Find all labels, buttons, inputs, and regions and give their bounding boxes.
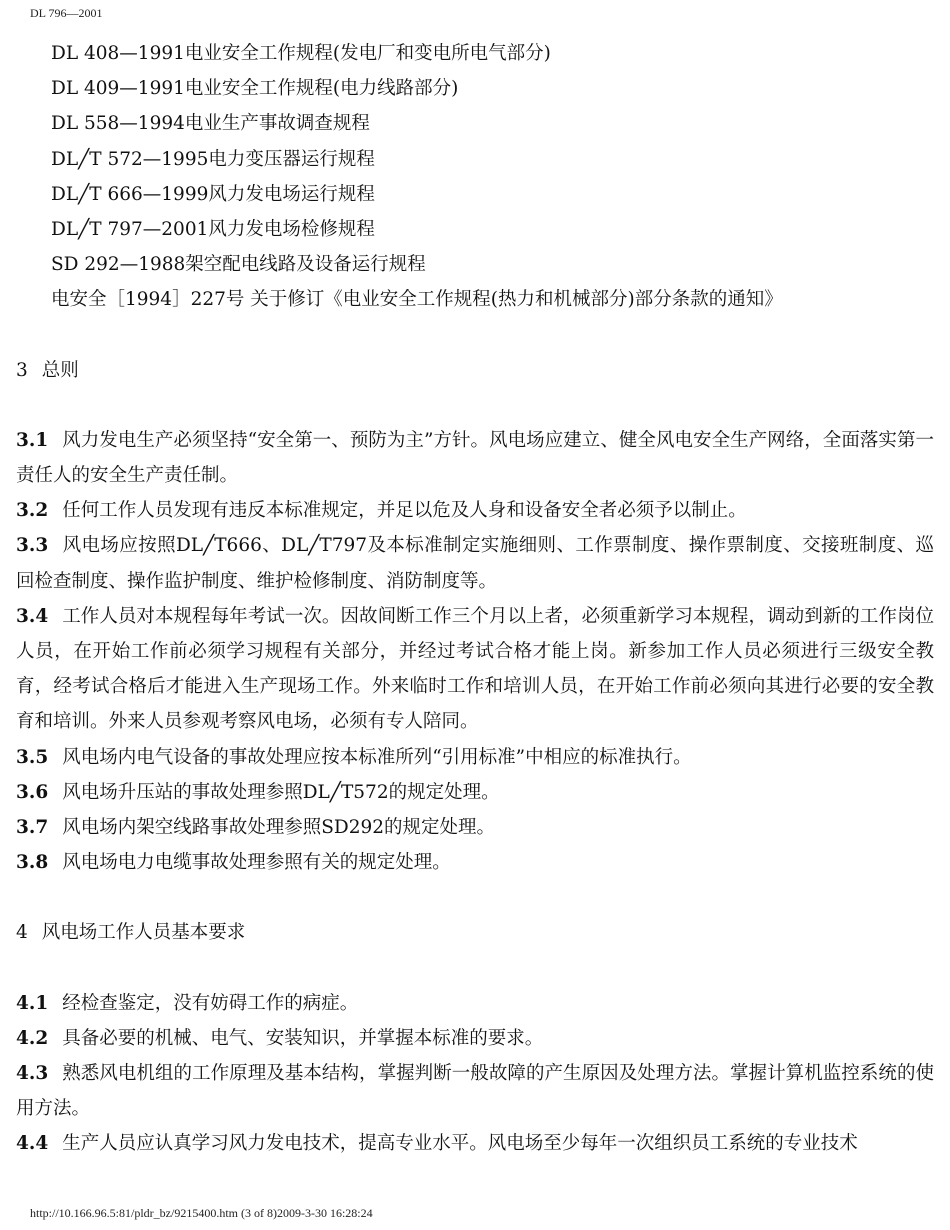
clause-paragraph [16,528,934,598]
clause-text: 工作人员对本规程每年考试一次。因故间断工作三个月以上者，必须重新学习本规程，调动到新的工作岗位人员，在开始工作前必须学习规程有关部分，并经过考试合格才能上岗。新参加工作人员必须进行三级安全教育，经考试合格后才能进入生产现场工作。外来临时工作和培训人员，在开始工作前必须向其进行必要的安全教育和培训。外来人员参观考察风电场，必须有专人陪同。 [16,605,934,733]
section-heading-4 [16,915,934,950]
clause-paragraph [16,1126,934,1161]
reference-item: SD 292—1988架空配电线路及设备运行规程 [51,254,426,276]
clause-number: 3.6 [16,781,49,803]
clause-text: 经检查鉴定，没有妨碍工作的病症。 [62,992,359,1014]
section-number: 4 [16,922,28,944]
clause-text: 风电场升压站的事故处理参照DL╱T572的规定处理。 [62,781,500,803]
clause-text: 风电场内电气设备的事故处理应按本标准所列“引用标准”中相应的标准执行。 [62,746,692,768]
section-number: 3 [16,359,28,381]
clause-number: 3.3 [16,535,49,557]
clause-number: 4.3 [16,1063,49,1085]
clause-number: 4.1 [16,992,49,1014]
section-title: 风电场工作人员基本要求 [41,922,246,944]
clause-text: 熟悉风电机组的工作原理及基本结构，掌握判断一般故障的产生原因及处理方法。掌握计算机监控系统的使用方法。 [16,1063,934,1120]
clause-text: 生产人员应认真学习风力发电技术，提高专业水平。风电场至少每年一次组织员工系统的专业技术 [62,1133,858,1155]
clause-paragraph [16,986,934,1021]
section-3-clauses [16,423,934,881]
reference-item: DL 409—1991电业安全工作规程(电力线路部分) [51,78,459,100]
reference-item: DL╱T 666—1999风力发电场运行规程 [51,183,375,205]
clause-number: 4.2 [16,1027,49,1049]
reference-item: DL╱T 572—1995电力变压器运行规程 [51,148,375,170]
document-body [16,36,934,1162]
reference-item: DL╱T 797—2001风力发电场检修规程 [51,219,375,241]
reference-item: DL 558—1994电业生产事故调查规程 [51,113,370,135]
clause-paragraph [16,775,934,810]
clause-paragraph [16,599,934,740]
clause-text: 风电场内架空线路事故处理参照SD292的规定处理。 [62,817,496,839]
clause-number: 4.4 [16,1133,49,1155]
clause-paragraph [16,810,934,845]
reference-item: DL 408—1991电业安全工作规程(发电厂和变电所电气部分) [51,43,551,64]
clause-paragraph [16,423,934,493]
clause-paragraph [16,845,934,880]
clause-number: 3.2 [16,500,49,522]
clause-number: 3.8 [16,852,49,874]
page-footer-url: http://10.166.96.5:81/pldr_bz/9215400.htm (3 of 8)2009-3-30 16:28:24 [30,1206,373,1220]
section-title: 总则 [41,359,79,381]
clause-text: 具备必要的机械、电气、安装知识，并掌握本标准的要求。 [62,1027,544,1049]
clause-paragraph [16,493,934,528]
clause-text: 风电场电力电缆事故处理参照有关的规定处理。 [62,852,451,874]
reference-list [16,36,934,318]
page-header: DL 796—2001 [30,6,103,20]
clause-number: 3.7 [16,817,49,839]
clause-number: 3.4 [16,605,49,627]
clause-paragraph [16,740,934,775]
clause-text: 风力发电生产必须坚持“安全第一、预防为主”方针。风电场应建立、健全风电安全生产网络，全面落实第一责任人的安全生产责任制。 [16,429,934,487]
reference-item: 电安全［1994］227号 关于修订《电业安全工作规程(热力和机械部分)部分条款的通知》 [51,289,783,311]
section-heading-3 [16,353,934,388]
clause-number: 3.1 [16,429,49,451]
clause-number: 3.5 [16,746,49,768]
clause-text: 任何工作人员发现有违反本标准规定，并足以危及人身和设备安全者必须予以制止。 [62,500,747,522]
clause-paragraph [16,1021,934,1056]
clause-text: 风电场应按照DL╱T666、DL╱T797及本标准制定实施细则、工作票制度、操作票制度、交接班制度、巡回检查制度、操作监护制度、维护检修制度、消防制度等。 [16,535,934,592]
clause-paragraph [16,1056,934,1126]
section-4-clauses [16,986,934,1162]
